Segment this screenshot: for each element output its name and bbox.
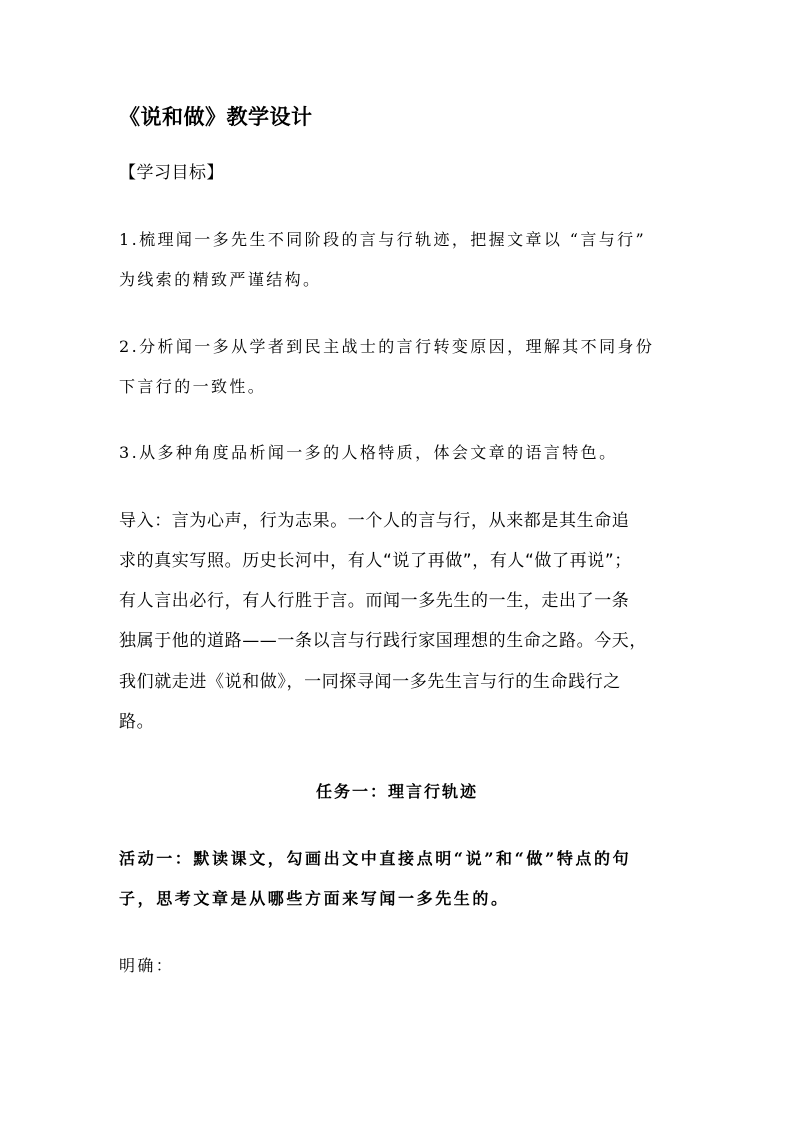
intro-line-2: 求的真实写照。历史长河中，有人“说了再做”，有人“做了再说”；: [119, 551, 632, 571]
task-heading: 任务一：理言行轨迹: [315, 782, 478, 801]
objective-2-line-1: 2.分析闻一多从学者到民主战士的言行转变原因，理解其不同身份: [119, 337, 655, 356]
intro-line-6: 路。: [119, 712, 155, 732]
clarify-label: 明确：: [119, 956, 175, 975]
document-title: 《说和做》教学设计: [119, 105, 313, 129]
intro-line-4: 独属于他的道路——一条以言与行践行家国理想的生命之路。今天，: [119, 631, 647, 651]
objective-3-line-1: 3.从多种角度品析闻一多的人格特质，体会文章的语言特色。: [119, 443, 618, 462]
objective-1-line-2: 为线索的精致严谨结构。: [119, 270, 322, 289]
activity-line-2: 子，思考文章是从哪些方面来写闻一多先生的。: [119, 889, 510, 908]
objective-2-line-2: 下言行的一致性。: [119, 377, 267, 396]
intro-line-1: 导入：言为心声，行为志果。一个人的言与行，从来都是其生命追: [119, 511, 630, 531]
objectives-heading: 【学习目标】: [119, 163, 224, 183]
activity-line-1: 活动一：默读课文，勾画出文中直接点明“说”和“做”特点的句: [119, 849, 632, 868]
objective-1-line-1: 1.梳理闻一多先生不同阶段的言与行轨迹，把握文章以 “言与行”: [119, 230, 647, 249]
intro-line-5: 我们就走进《说和做》，一同探寻闻一多先生言与行的生命践行之: [119, 672, 621, 692]
intro-line-3: 有人言出必行，有人行胜于言。而闻一多先生的一生，走出了一条: [119, 591, 630, 611]
